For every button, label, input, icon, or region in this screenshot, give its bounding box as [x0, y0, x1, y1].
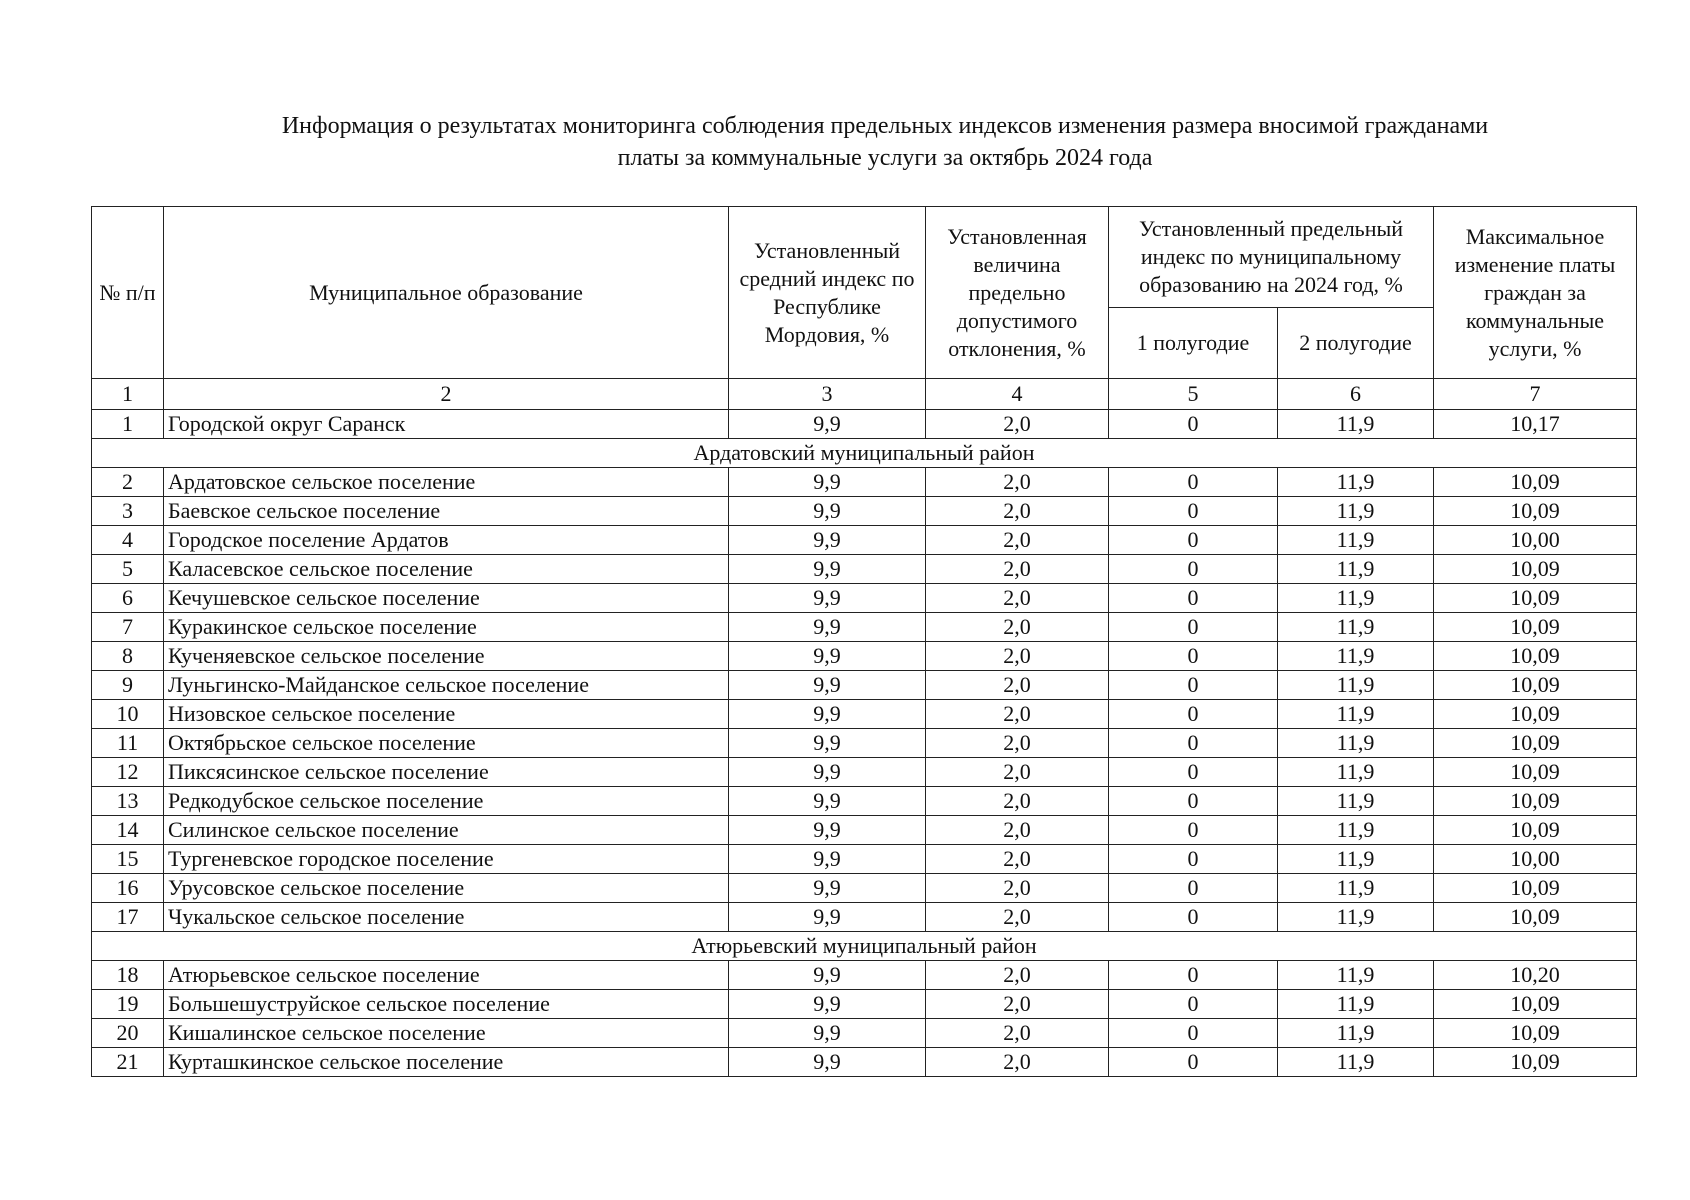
row-number-cell: 20: [92, 1019, 164, 1048]
document-title-line-1: Информация о результатах мониторинга соблюдения предельных индексов изменения размера вносимой гражданами: [281, 113, 1489, 139]
municipality-cell: Курташкинское сельское поселение: [164, 1048, 729, 1077]
half1-cell: 0: [1109, 671, 1278, 700]
avg-index-cell: 9,9: [729, 903, 926, 932]
table-row: [92, 497, 1637, 526]
municipality-cell: Атюрьевское сельское поселение: [164, 961, 729, 990]
half2-cell: 11,9: [1278, 584, 1434, 613]
deviation-cell: 2,0: [926, 497, 1109, 526]
municipality-cell: Городское поселение Ардатов: [164, 526, 729, 555]
avg-index-cell: 9,9: [729, 961, 926, 990]
avg-index-cell: 9,9: [729, 613, 926, 642]
max-change-cell: 10,00: [1434, 845, 1637, 874]
max-change-cell: 10,09: [1434, 758, 1637, 787]
max-change-cell: 10,09: [1434, 497, 1637, 526]
table-row: [92, 642, 1637, 671]
municipality-cell: Чукальское сельское поселение: [164, 903, 729, 932]
municipality-cell: Ардатовское сельское поселение: [164, 468, 729, 497]
deviation-cell: 2,0: [926, 526, 1109, 555]
avg-index-cell: 9,9: [729, 468, 926, 497]
row-number-cell: 17: [92, 903, 164, 932]
table-row: [92, 729, 1637, 758]
row-number-cell: 15: [92, 845, 164, 874]
header-num: № п/п: [92, 207, 164, 379]
half1-cell: 0: [1109, 787, 1278, 816]
municipality-cell: Городской округ Саранск: [164, 410, 729, 439]
deviation-cell: 2,0: [926, 787, 1109, 816]
municipality-cell: Луньгинско-Майданское сельское поселение: [164, 671, 729, 700]
document-title: [120, 110, 1650, 174]
max-change-cell: 10,09: [1434, 468, 1637, 497]
max-change-cell: 10,17: [1434, 410, 1637, 439]
table-row: [92, 903, 1637, 932]
table-row: [92, 758, 1637, 787]
table-row: [92, 787, 1637, 816]
half2-cell: 11,9: [1278, 903, 1434, 932]
table-row: [92, 584, 1637, 613]
max-change-cell: 10,09: [1434, 584, 1637, 613]
table-row: [92, 613, 1637, 642]
avg-index-cell: 9,9: [729, 555, 926, 584]
half1-cell: 0: [1109, 845, 1278, 874]
half2-cell: 11,9: [1278, 787, 1434, 816]
half1-cell: 0: [1109, 990, 1278, 1019]
half2-cell: 11,9: [1278, 816, 1434, 845]
deviation-cell: 2,0: [926, 700, 1109, 729]
max-change-cell: 10,09: [1434, 642, 1637, 671]
half2-cell: 11,9: [1278, 526, 1434, 555]
half2-cell: 11,9: [1278, 729, 1434, 758]
avg-index-cell: 9,9: [729, 410, 926, 439]
half2-cell: 11,9: [1278, 1048, 1434, 1077]
municipality-cell: Редкодубское сельское поселение: [164, 787, 729, 816]
table-row: [92, 816, 1637, 845]
deviation-cell: 2,0: [926, 584, 1109, 613]
municipality-cell: Большешуструйское сельское поселение: [164, 990, 729, 1019]
row-number-cell: 4: [92, 526, 164, 555]
half2-cell: 11,9: [1278, 961, 1434, 990]
table-row: [92, 671, 1637, 700]
table-row: [92, 1048, 1637, 1077]
municipality-cell: Низовское сельское поселение: [164, 700, 729, 729]
half1-cell: 0: [1109, 903, 1278, 932]
avg-index-cell: 9,9: [729, 874, 926, 903]
half2-cell: 11,9: [1278, 758, 1434, 787]
half2-cell: 11,9: [1278, 613, 1434, 642]
section-row: [92, 932, 1637, 961]
half2-cell: 11,9: [1278, 468, 1434, 497]
half2-cell: 11,9: [1278, 671, 1434, 700]
table-row: [92, 961, 1637, 990]
table-row: [92, 990, 1637, 1019]
row-number-cell: 19: [92, 990, 164, 1019]
deviation-cell: 2,0: [926, 816, 1109, 845]
half1-cell: 0: [1109, 729, 1278, 758]
column-number: 5: [1109, 379, 1278, 410]
half2-cell: 11,9: [1278, 845, 1434, 874]
header-deviation: Установленная величина предельно допустимого отклонения, %: [926, 207, 1109, 379]
max-change-cell: 10,20: [1434, 961, 1637, 990]
column-number-row: [92, 379, 1637, 410]
avg-index-cell: 9,9: [729, 816, 926, 845]
max-change-cell: 10,09: [1434, 903, 1637, 932]
deviation-cell: 2,0: [926, 874, 1109, 903]
table-row: [92, 526, 1637, 555]
half1-cell: 0: [1109, 816, 1278, 845]
half1-cell: 0: [1109, 758, 1278, 787]
max-change-cell: 10,00: [1434, 526, 1637, 555]
half1-cell: 0: [1109, 642, 1278, 671]
header-max-change: Максимальное изменение платы граждан за коммунальные услуги, %: [1434, 207, 1637, 379]
municipality-cell: Силинское сельское поселение: [164, 816, 729, 845]
row-number-cell: 5: [92, 555, 164, 584]
max-change-cell: 10,09: [1434, 787, 1637, 816]
column-number: 7: [1434, 379, 1637, 410]
header-municipality: Муниципальное образование: [164, 207, 729, 379]
max-change-cell: 10,09: [1434, 1019, 1637, 1048]
municipality-cell: Каласевское сельское поселение: [164, 555, 729, 584]
deviation-cell: 2,0: [926, 961, 1109, 990]
avg-index-cell: 9,9: [729, 1019, 926, 1048]
deviation-cell: 2,0: [926, 468, 1109, 497]
header-half1: 1 полугодие: [1109, 308, 1278, 379]
column-number: 2: [164, 379, 729, 410]
half2-cell: 11,9: [1278, 990, 1434, 1019]
avg-index-cell: 9,9: [729, 526, 926, 555]
table-row: [92, 410, 1637, 439]
table-row: [92, 468, 1637, 497]
table-header: [92, 207, 1637, 410]
municipality-cell: Баевское сельское поселение: [164, 497, 729, 526]
max-change-cell: 10,09: [1434, 555, 1637, 584]
max-change-cell: 10,09: [1434, 613, 1637, 642]
half2-cell: 11,9: [1278, 874, 1434, 903]
half1-cell: 0: [1109, 1048, 1278, 1077]
header-row-top: [92, 207, 1637, 308]
row-number-cell: 16: [92, 874, 164, 903]
avg-index-cell: 9,9: [729, 787, 926, 816]
row-number-cell: 18: [92, 961, 164, 990]
max-change-cell: 10,09: [1434, 671, 1637, 700]
avg-index-cell: 9,9: [729, 497, 926, 526]
half2-cell: 11,9: [1278, 642, 1434, 671]
row-number-cell: 21: [92, 1048, 164, 1077]
max-change-cell: 10,09: [1434, 729, 1637, 758]
max-change-cell: 10,09: [1434, 816, 1637, 845]
avg-index-cell: 9,9: [729, 671, 926, 700]
deviation-cell: 2,0: [926, 903, 1109, 932]
avg-index-cell: 9,9: [729, 990, 926, 1019]
half1-cell: 0: [1109, 1019, 1278, 1048]
avg-index-cell: 9,9: [729, 584, 926, 613]
avg-index-cell: 9,9: [729, 845, 926, 874]
column-number: 6: [1278, 379, 1434, 410]
header-half2: 2 полугодие: [1278, 308, 1434, 379]
max-change-cell: 10,09: [1434, 1048, 1637, 1077]
table-row: [92, 555, 1637, 584]
row-number-cell: 10: [92, 700, 164, 729]
header-limit-group: Установленный предельный индекс по муниципальному образованию на 2024 год, %: [1109, 207, 1434, 308]
row-number-cell: 12: [92, 758, 164, 787]
half1-cell: 0: [1109, 468, 1278, 497]
row-number-cell: 1: [92, 410, 164, 439]
max-change-cell: 10,09: [1434, 874, 1637, 903]
table-row: [92, 1019, 1637, 1048]
municipality-cell: Урусовское сельское поселение: [164, 874, 729, 903]
deviation-cell: 2,0: [926, 845, 1109, 874]
monitoring-table: [91, 206, 1637, 1077]
row-number-cell: 13: [92, 787, 164, 816]
half2-cell: 11,9: [1278, 1019, 1434, 1048]
half1-cell: 0: [1109, 961, 1278, 990]
municipality-cell: Кишалинское сельское поселение: [164, 1019, 729, 1048]
avg-index-cell: 9,9: [729, 1048, 926, 1077]
row-number-cell: 14: [92, 816, 164, 845]
row-number-cell: 9: [92, 671, 164, 700]
half1-cell: 0: [1109, 497, 1278, 526]
section-row: [92, 439, 1637, 468]
municipality-cell: Кученяевское сельское поселение: [164, 642, 729, 671]
table-row: [92, 845, 1637, 874]
municipality-cell: Октябрьское сельское поселение: [164, 729, 729, 758]
deviation-cell: 2,0: [926, 642, 1109, 671]
row-number-cell: 7: [92, 613, 164, 642]
deviation-cell: 2,0: [926, 1048, 1109, 1077]
table-row: [92, 700, 1637, 729]
deviation-cell: 2,0: [926, 671, 1109, 700]
deviation-cell: 2,0: [926, 555, 1109, 584]
row-number-cell: 11: [92, 729, 164, 758]
deviation-cell: 2,0: [926, 1019, 1109, 1048]
table-row: [92, 874, 1637, 903]
deviation-cell: 2,0: [926, 758, 1109, 787]
half2-cell: 11,9: [1278, 555, 1434, 584]
half1-cell: 0: [1109, 410, 1278, 439]
half2-cell: 11,9: [1278, 410, 1434, 439]
column-number: 4: [926, 379, 1109, 410]
row-number-cell: 6: [92, 584, 164, 613]
half2-cell: 11,9: [1278, 497, 1434, 526]
municipality-cell: Тургеневское городское поселение: [164, 845, 729, 874]
column-number: 1: [92, 379, 164, 410]
avg-index-cell: 9,9: [729, 758, 926, 787]
avg-index-cell: 9,9: [729, 700, 926, 729]
column-number: 3: [729, 379, 926, 410]
max-change-cell: 10,09: [1434, 700, 1637, 729]
section-title: Атюрьевский муниципальный район: [92, 932, 1637, 961]
deviation-cell: 2,0: [926, 990, 1109, 1019]
municipality-cell: Куракинское сельское поселение: [164, 613, 729, 642]
deviation-cell: 2,0: [926, 410, 1109, 439]
municipality-cell: Кечушевское сельское поселение: [164, 584, 729, 613]
half2-cell: 11,9: [1278, 700, 1434, 729]
avg-index-cell: 9,9: [729, 642, 926, 671]
municipality-cell: Пиксясинское сельское поселение: [164, 758, 729, 787]
half1-cell: 0: [1109, 874, 1278, 903]
table-body: [92, 410, 1637, 1077]
half1-cell: 0: [1109, 555, 1278, 584]
row-number-cell: 2: [92, 468, 164, 497]
max-change-cell: 10,09: [1434, 990, 1637, 1019]
deviation-cell: 2,0: [926, 729, 1109, 758]
deviation-cell: 2,0: [926, 613, 1109, 642]
header-avg-index: Установленный средний индекс по Республике Мордовия, %: [729, 207, 926, 379]
section-title: Ардатовский муниципальный район: [92, 439, 1637, 468]
half1-cell: 0: [1109, 613, 1278, 642]
half1-cell: 0: [1109, 526, 1278, 555]
half1-cell: 0: [1109, 700, 1278, 729]
document-title-line-2: платы за коммунальные услуги за октябрь 2024 года: [617, 145, 1153, 171]
row-number-cell: 8: [92, 642, 164, 671]
half1-cell: 0: [1109, 584, 1278, 613]
row-number-cell: 3: [92, 497, 164, 526]
avg-index-cell: 9,9: [729, 729, 926, 758]
